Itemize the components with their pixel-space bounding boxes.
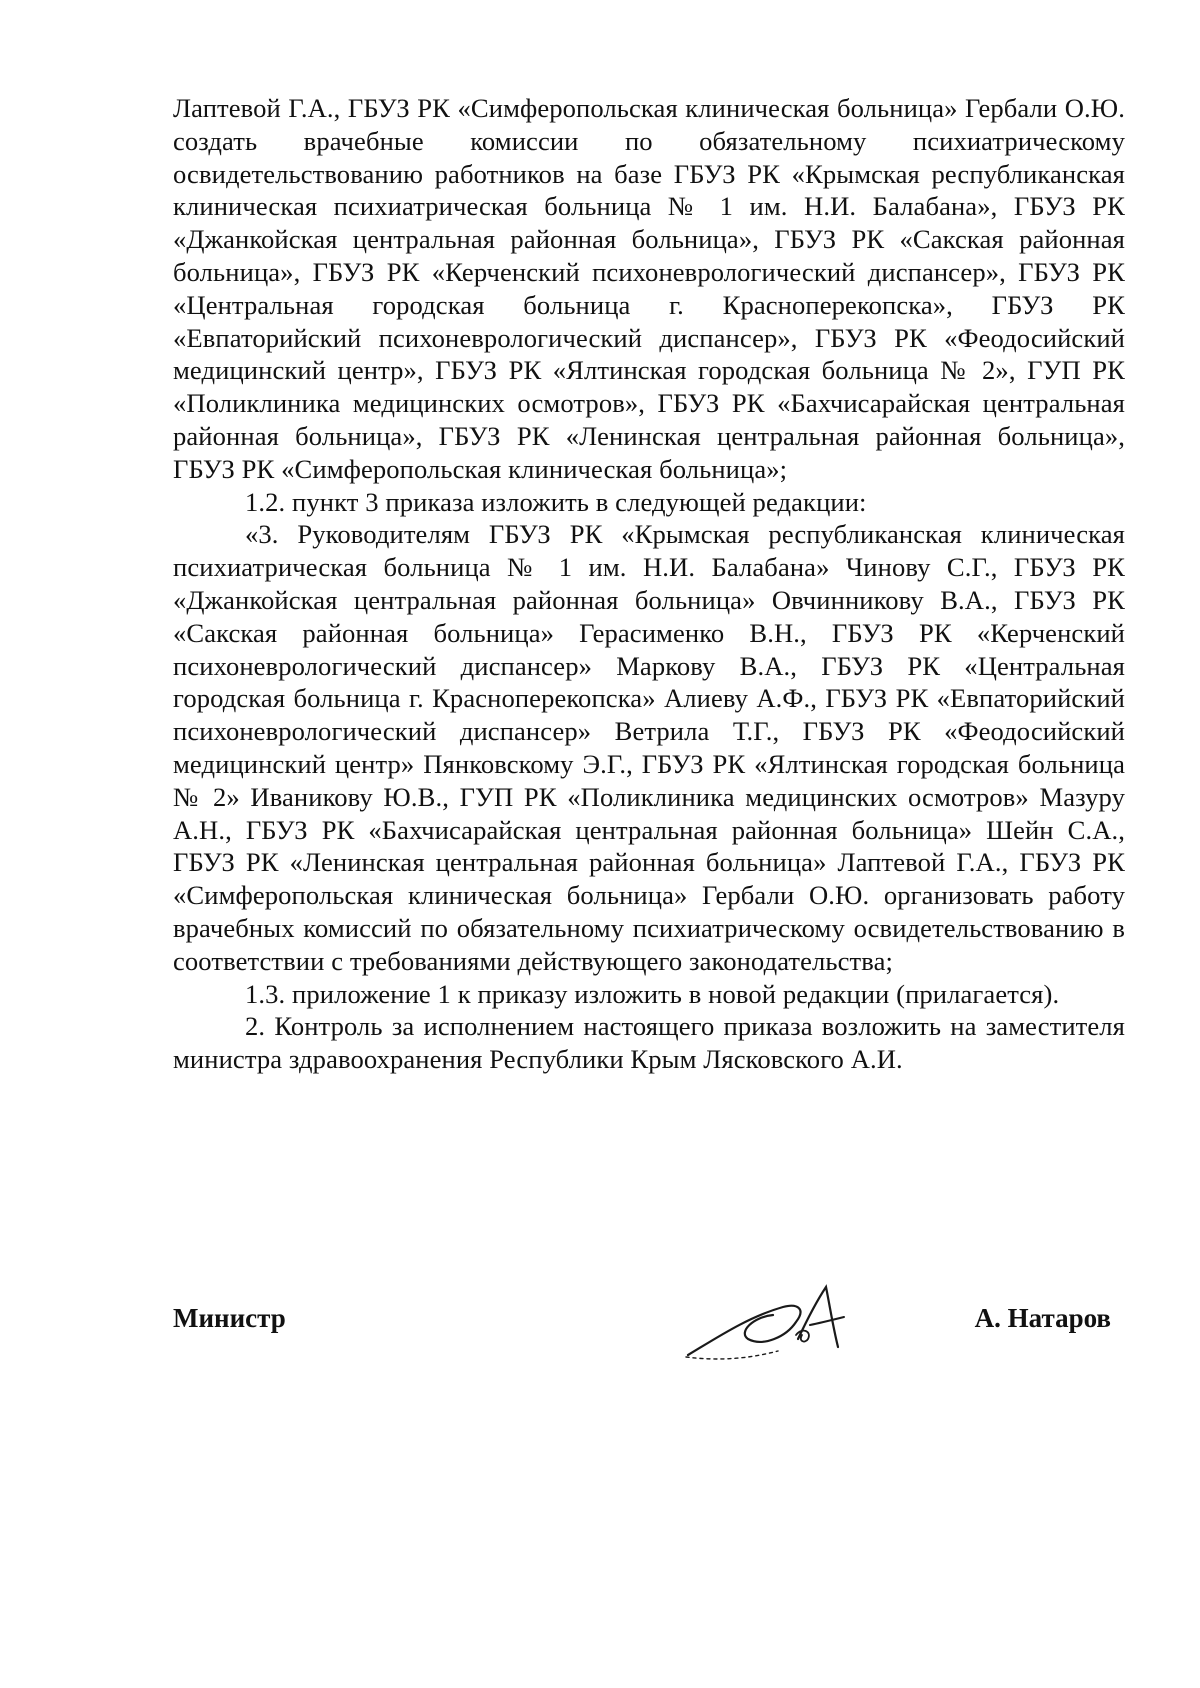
paragraph-continuation: Лаптевой Г.А., ГБУЗ РК «Симферопольская клиническая больница» Гербали О.Ю. создать врачебные комиссии по обязательному психиатрическому освидетельствованию работников на базе ГБУЗ РК «Крымская республиканская клиническая психиатрическая больница № 1 им. Н.И. Балабана», ГБУЗ РК «Джанкойская центральная районная больница», ГБУЗ РК «Сакская районная больница», ГБУЗ РК «Керченский психоневрологический диспансер», ГБУЗ РК «Центральная городская больница г. Красноперекопска», ГБУЗ РК «Евпаторийский психоневрологический диспансер», ГБУЗ РК «Феодосийский медицинский центр», ГБУЗ РК «Ялтинская городская больница № 2», ГУП РК «Поликлиника медицинских осмотров», ГБУЗ РК «Бахчисарайская центральная районная больница», ГБУЗ РК «Ленинская центральная районная больница», ГБУЗ РК «Симферопольская клиническая больница»;	[173, 93, 1125, 484]
paragraph-item-1-3: 1.3. приложение 1 к приказу изложить в новой редакции (прилагается).	[245, 978, 1060, 1009]
document-body	[173, 92, 1125, 1076]
signer-position: Министр	[173, 1303, 286, 1333]
signer-name: А. Натаров	[974, 1303, 1111, 1333]
paragraph-item-1-2: 1.2. пункт 3 приказа изложить в следующей редакции:	[245, 486, 867, 517]
paragraph-item-3-quote: «3. Руководителям ГБУЗ РК «Крымская республиканская клиническая психиатрическая больница № 1 им. Н.И. Балабана» Чинову С.Г., ГБУЗ РК «Джанкойская центральная районная больница» Овчинникову В.А., ГБУЗ РК «Сакская районная больница» Герасименко В.Н., ГБУЗ РК «Керченский психоневрологический диспансер» Маркову В.А., ГБУЗ РК «Центральная городская больница г. Красноперекопска» Алиеву А.Ф., ГБУЗ РК «Евпаторийский психоневрологический диспансер» Ветрила Т.Г., ГБУЗ РК «Феодосийский медицинский центр» Пянковскому Э.Г., ГБУЗ РК «Ялтинская городская больница № 2» Иваникову Ю.В., ГУП РК «Поликлиника медицинских осмотров» Мазуру А.Н., ГБУЗ РК «Бахчисарайская центральная районная больница» Шейн С.А., ГБУЗ РК «Ленинская центральная районная больница» Лаптевой Г.А., ГБУЗ РК «Симферопольская клиническая больница» Гербали О.Ю. организовать работу врачебных комиссий по обязательному психиатрическому освидетельствованию в соответствии с требованиями действующего законодательства;	[173, 519, 1125, 976]
handwritten-signature-icon	[678, 1277, 858, 1377]
paragraph-item-2: 2. Контроль за исполнением настоящего приказа возложить на заместителя министра здравоохранения Республики Крым Лясковского А.И.	[173, 1011, 1125, 1075]
signature-block	[173, 1285, 1125, 1405]
